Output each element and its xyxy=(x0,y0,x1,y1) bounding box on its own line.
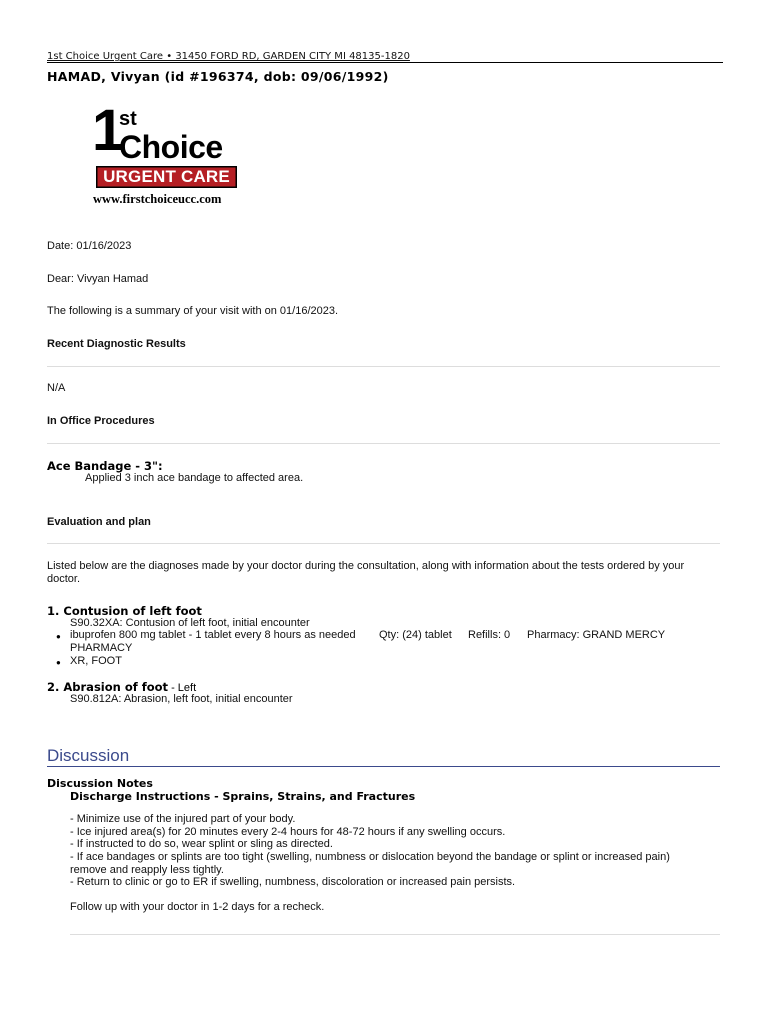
diagnostic-results-heading: Recent Diagnostic Results xyxy=(47,338,186,350)
logo-website: www.firstchoiceucc.com xyxy=(93,192,222,206)
instruction-line: - Return to clinic or go to ER if swelling, numbness, discoloration or increased pain persists. xyxy=(70,876,516,888)
follow-up-note: Follow up with your doctor in 1-2 days for a recheck. xyxy=(70,901,325,913)
logo-wordmark: Choice xyxy=(119,129,223,165)
prescription-pharmacy: Pharmacy: GRAND MERCY xyxy=(527,629,666,641)
section-divider xyxy=(47,366,720,367)
prescription-quantity: Qty: (24) tablet xyxy=(379,629,452,641)
discharge-instructions-title: Discharge Instructions - Sprains, Strains, and Fractures xyxy=(70,790,416,803)
patient-identifier: HAMAD, Vivyan (id #196374, dob: 09/06/1992) xyxy=(47,69,389,84)
visit-summary-intro: The following is a summary of your visit with on 01/16/2023. xyxy=(47,305,339,317)
clinic-address-line: 1st Choice Urgent Care • 31450 FORD RD, GARDEN CITY MI 48135-1820 xyxy=(47,51,410,62)
instruction-line: - If instructed to do so, wear splint or sling as directed. xyxy=(70,838,333,850)
procedure-name: Ace Bandage - 3": xyxy=(47,459,163,473)
instruction-line: - If ace bandages or splints are too tight (swelling, numbness or dislocation beyond the bandage or splint or increased pain) xyxy=(70,851,670,863)
clinic-logo xyxy=(92,98,244,210)
instruction-line: - Minimize use of the injured part of your body. xyxy=(70,813,296,825)
section-divider xyxy=(47,443,720,444)
bullet-icon: ● xyxy=(56,658,61,667)
evaluation-intro-line-2: doctor. xyxy=(47,573,81,585)
greeting: Dear: Vivyan Hamad xyxy=(47,273,149,285)
logo-numeral: 1 xyxy=(92,98,123,163)
evaluation-heading: Evaluation and plan xyxy=(47,516,151,528)
prescription-pharmacy-continued: PHARMACY xyxy=(70,642,133,654)
instruction-line: - Ice injured area(s) for 20 minutes every 2-4 hours for 48-72 hours if any swelling occurs. xyxy=(70,826,506,838)
header-divider xyxy=(47,62,723,63)
ordered-test: XR, FOOT xyxy=(70,655,122,667)
logo-ordinal: st xyxy=(119,108,137,130)
evaluation-intro-line-1: Listed below are the diagnoses made by your doctor during the consultation, along with information about the tests ordered by your xyxy=(47,560,685,572)
diagnostic-results-value: N/A xyxy=(47,382,66,394)
instruction-line: remove and reapply less tightly. xyxy=(70,864,224,876)
prescription-name: ibuprofen 800 mg tablet - 1 tablet every 8 hours as needed xyxy=(70,629,356,641)
section-divider xyxy=(70,934,720,935)
diagnosis-title-text: 2. Abrasion of foot xyxy=(47,680,169,694)
diagnosis-title: 1. Contusion of left foot xyxy=(47,604,202,618)
prescription-refills: Refills: 0 xyxy=(468,629,511,641)
procedure-detail: Applied 3 inch ace bandage to affected area. xyxy=(85,472,304,484)
bullet-icon: ● xyxy=(56,632,61,641)
logo-banner: URGENT CARE xyxy=(96,166,237,188)
discussion-notes-heading: Discussion Notes xyxy=(47,777,153,790)
procedures-heading: In Office Procedures xyxy=(47,415,155,427)
diagnosis-title xyxy=(47,680,196,694)
discussion-heading: Discussion xyxy=(47,746,130,765)
diagnosis-code: S90.812A: Abrasion, left foot, initial encounter xyxy=(70,693,293,705)
diagnosis-side: - Left xyxy=(168,682,197,694)
discussion-divider xyxy=(47,766,720,767)
section-divider xyxy=(47,543,720,544)
diagnosis-code: S90.32XA: Contusion of left foot, initial encounter xyxy=(70,617,310,629)
visit-date: Date: 01/16/2023 xyxy=(47,240,132,252)
